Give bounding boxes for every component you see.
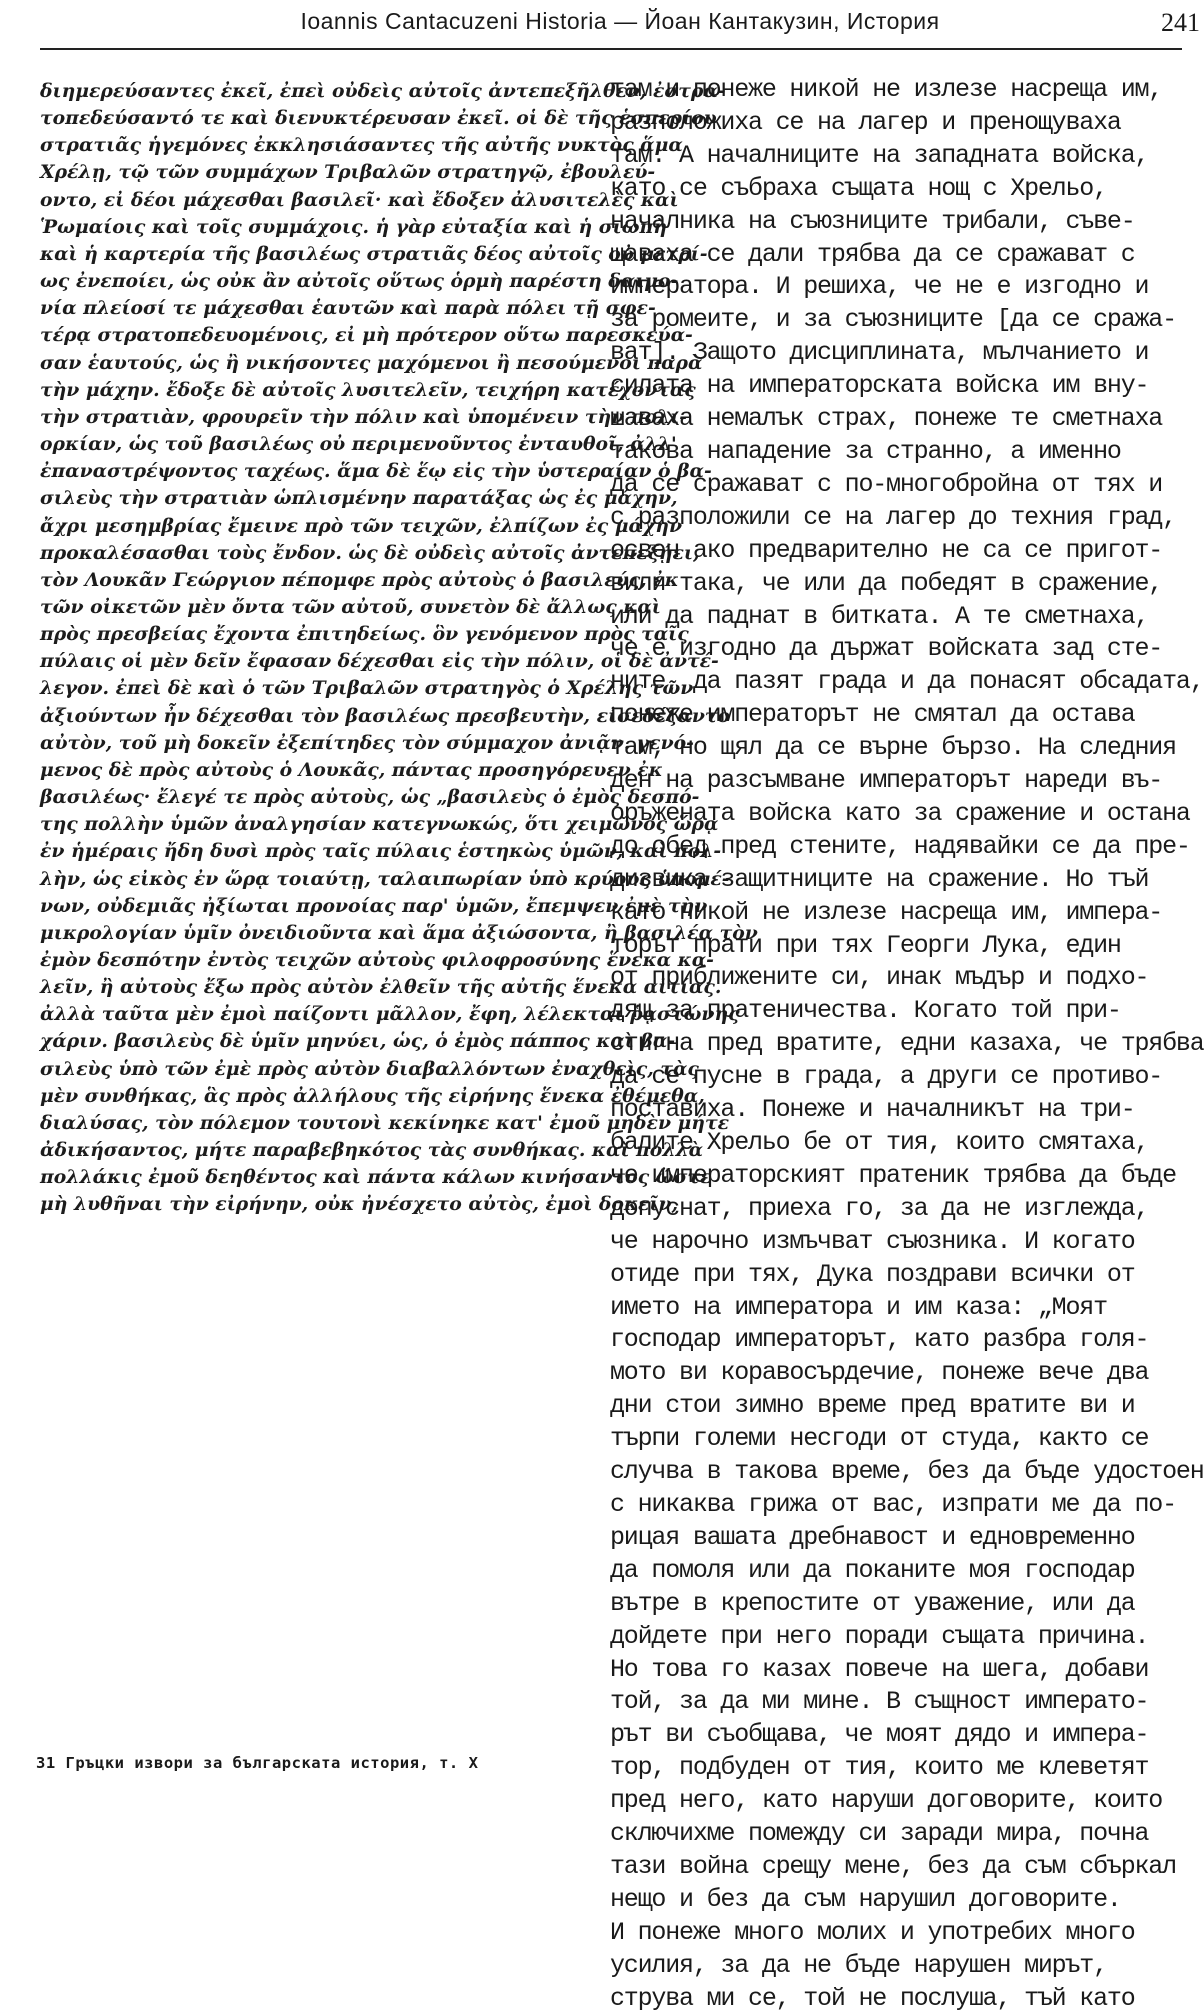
greek-text-line: μὲν συνθήκας, ἃς πρὸς ἀλλήλους τῆς εἰρήνης ἕνεκα ἐθέμεθα, xyxy=(40,1084,705,1107)
bulgarian-text-line: дизвика защитниците на сражение. Но тъй xyxy=(610,864,1149,894)
bulgarian-text-line: Но това го казах повече на шега, добави xyxy=(610,1654,1149,1684)
greek-text-line: σιλεὺς ὑπὸ τῶν ἐμὲ πρὸς αὐτὸν διαβαλλόντων ἐναχθεὶς, τὰς xyxy=(40,1057,699,1080)
bulgarian-text-line: дящ за пратеничества. Когато той при- xyxy=(610,996,1121,1026)
bulgarian-text-line: там, но щял да се върне бързо. На следния xyxy=(610,733,1176,763)
bulgarian-text-line: случва в такова време, без да бъде удостоен xyxy=(610,1457,1204,1487)
bulgarian-text-line: за ромеите, и за съюзниците [да се сража- xyxy=(610,305,1176,335)
bulgarian-text-line: дни стои зимно време пред вратите ви и xyxy=(610,1391,1135,1421)
greek-text-line: τῶν οἰκετῶν μὲν ὄντα τῶν αὐτοῦ, συνετὸν δὲ ἄλλως καὶ xyxy=(40,595,661,618)
greek-text-line: πύλαις οἱ μὲν δεῖν ἔφασαν δέχεσθαι εἰς τὴν πόλιν, οἱ δὲ ἀντέ- xyxy=(40,650,719,673)
bulgarian-text-line: началника на съюзниците трибали, съве- xyxy=(610,206,1135,236)
bulgarian-text-line: оръжената войска като за сражение и остана xyxy=(610,798,1190,828)
page-header xyxy=(40,8,1200,42)
greek-text-line: προκαλέσασθαι τοὺς ἔνδον. ὡς δὲ οὐδεὶς αὐτοῖς ἀντεπεξῄει, xyxy=(40,541,700,564)
greek-text-line: διαλύσας, τὸν πόλεμον τουτονὶ κεκίνηκε κατ' ἐμοῦ μηδὲν μήτε xyxy=(40,1111,730,1134)
bulgarian-text-line: силата на императорската войска им вну- xyxy=(610,371,1149,401)
bulgarian-text-line: търпи големи несгоди от студа, както се xyxy=(610,1424,1149,1454)
bulgarian-text-line: да се пусне в града, а други се противо- xyxy=(610,1062,1163,1092)
greek-text-line: ἐν ἡμέραις ἤδη δυσὶ πρὸς ταῖς πύλαις ἑστηκὼς ὑμῶν, καὶ πολ- xyxy=(40,840,722,863)
bulgarian-text-line: шаваха немалък страх, понеже те сметнаха xyxy=(610,404,1163,434)
bulgarian-text-line: там и понеже никой не излезе насреща им, xyxy=(610,75,1163,104)
greek-text-line: μὴ λυθῆναι τὴν εἰρήνην, οὐκ ἠνέσχετο αὐτὸς, ἐμοὶ δοκεῖν, xyxy=(40,1193,679,1216)
bulgarian-translation-column xyxy=(610,74,1204,2015)
bulgarian-text-line: да се сражават с по-многобройна от тях и xyxy=(610,469,1163,499)
greek-text-line: τοπεδεύσαντό τε καὶ διενυκτέρευσαν ἐκεῖ. οἱ δὲ τῆς ἑσπερίου xyxy=(40,107,717,130)
bulgarian-text-line: от приближените си, инак мъдър и подхо- xyxy=(610,963,1149,993)
bulgarian-text-line: че нарочно измъчват съюзника. И когато xyxy=(610,1226,1135,1256)
greek-text-line: νων, οὐδεμιᾶς ἠξίωται προνοίας παρ' ὑμῶν, ἔπεμψεν ἐμὲ τὴν xyxy=(40,894,708,917)
greek-text-line: χάριν. βασιλεὺς δὲ ὑμῖν μηνύει, ὡς, ὁ ἐμὸς πάππος καὶ βα- xyxy=(40,1030,676,1053)
greek-text-line: στρατιᾶς ἡγεμόνες ἐκκλησιάσαντες τῆς αὐτῆς νυκτὸς ἅμα xyxy=(40,134,683,157)
bulgarian-text-line: дойдете при него поради същата причина. xyxy=(610,1621,1149,1651)
bulgarian-text-line: името на императора и им каза: „Моят xyxy=(610,1292,1107,1322)
bulgarian-text-line: сключихме помежду си заради мира, почна xyxy=(610,1819,1149,1849)
header-rule xyxy=(40,48,1182,50)
bulgarian-text-line: ните, да пазят града и да понасят обсадата, xyxy=(610,667,1204,697)
greek-text-line: ἀλλὰ ταῦτα μὲν ἐμοὶ παίζοντι μᾶλλον, ἔφη, λέλεκται ῥᾳστώνης xyxy=(40,1003,740,1026)
bulgarian-text-line: торът прати при тях Георги Лука, един xyxy=(610,930,1121,960)
signature-footnote: 31 Гръцки извори за българската история, т. X xyxy=(36,1754,479,1772)
greek-text-line: βασιλέως· ἔλεγέ τε πρὸς αὐτοὺς, ὡς „βασιλεὺς ὁ ἐμὸς δεσπό- xyxy=(40,786,700,809)
bulgarian-text-line: че императорският пратеник трябва да бъде xyxy=(610,1160,1176,1190)
greek-text-line: ως ἐνεποίει, ὡς οὐκ ἂν αὐτοῖς οὕτως ὁρμὴ παρέστη δαιμο- xyxy=(40,270,679,293)
bulgarian-text-line: тази война срещу мене, без да съм сбъркал xyxy=(610,1851,1176,1881)
bulgarian-text-line: тор, подбуден от тия, които ме клеветят xyxy=(610,1753,1149,1783)
greek-text-line: ἐμὸν δεσπότην ἐντὸς τειχῶν αὐτοὺς φιλοφροσύνης ἕνεκα κα- xyxy=(40,949,714,971)
bulgarian-text-line: той, за да ми мине. В същност императо- xyxy=(610,1687,1149,1717)
bulgarian-text-line: рът ви съобщава, че моят дядо и импера- xyxy=(610,1720,1149,1750)
bulgarian-text-line: балите Хрельо бе от тия, които смятаха, xyxy=(610,1128,1149,1157)
greek-text-line: νία πλείοσί τε μάχεσθαι ἑαυτῶν καὶ παρὰ πόλει τῇ σφε- xyxy=(40,297,656,320)
bulgarian-text-line: вътре в крепостите от уважение, или да xyxy=(610,1588,1135,1618)
bulgarian-text-line: И понеже много молих и употребих много xyxy=(610,1917,1135,1947)
greek-text-line: της πολλὴν ὑμῶν ἀναλγησίαν κατεγνωκώς, ὅτι χειμῶνος ὥρᾳ xyxy=(40,813,719,836)
greek-text-line: λεῖν, ἢ αὐτοὺς ἔξω πρὸς αὐτὸν ἐλθεῖν τῆς αὐτῆς ἕνεκα αἰτίας. xyxy=(40,976,722,999)
bulgarian-text-line: стигна пред вратите, едни казаха, че трябва xyxy=(610,1029,1204,1059)
bulgarian-text-line: там. А началниците на западната войска, xyxy=(610,140,1149,170)
greek-text-line: τὴν στρατιὰν, φρουρεῖν τὴν πόλιν καὶ ὑπομένειν τὴν πολι- xyxy=(40,405,688,428)
greek-text-column xyxy=(40,78,758,1219)
running-head: Ioannis Cantacuzeni Historia — Йоан Кантакузин, История xyxy=(300,8,940,34)
greek-text-line: σιλεὺς τὴν στρατιὰν ὡπλισμένην παρατάξας ὡς ἐς μάχην, xyxy=(40,487,678,510)
bulgarian-text-line: отиде при тях, Дука поздрави всички от xyxy=(610,1259,1135,1289)
greek-text-line: τέρᾳ στρατοπεδευομένοις, εἰ μὴ πρότερον οὕτω παρεσκεύα- xyxy=(40,324,693,347)
bulgarian-text-line: или да паднат в битката. А те сметнаха, xyxy=(610,601,1149,631)
bulgarian-text-line: освен ако предварително не са се пригот- xyxy=(610,535,1163,565)
greek-text-line: ἀδικήσαντος, μήτε παραβεβηκότος τὰς συνθήκας. καὶ πολλὰ xyxy=(40,1139,704,1162)
bulgarian-text-line: вили така, че или да победят в сражение, xyxy=(610,568,1163,598)
bulgarian-text-line: ден на разсъмване императорът нареди въ- xyxy=(610,766,1163,796)
bulgarian-text-line: като никой не излезе насреща им, импера- xyxy=(610,897,1163,927)
bulgarian-text-line: щаваха се дали трябва да се сражават с xyxy=(610,239,1135,269)
bulgarian-text-line: до обед пред стените, надявайки се да пре- xyxy=(610,831,1190,861)
bulgarian-text-line: понеже императорът не смятал да остава xyxy=(610,700,1135,730)
bulgarian-text-line: като се събраха същата нощ с Хрельо, xyxy=(610,173,1107,203)
bulgarian-text-line: допуснат, приеха го, за да не изглежда, xyxy=(610,1193,1149,1223)
bulgarian-text-line: че е изгодно да държат войската зад сте- xyxy=(610,634,1163,664)
greek-text-line: μικρολογίαν ὑμῖν ὀνειδιοῦντα καὶ ἅμα ἀξιώσοντα, ἢ βασιλέα τὸν xyxy=(40,921,758,944)
bulgarian-text-line: с никаква грижа от вас, изпрати ме да по- xyxy=(610,1489,1176,1519)
bulgarian-text-line: императора. И решиха, че не е изгодно и xyxy=(610,272,1149,302)
greek-text-line: τὴν μάχην. ἔδοξε δὲ αὐτοῖς λυσιτελεῖν, τειχήρη κατέχοντας xyxy=(40,378,696,401)
greek-text-line: λὴν, ὡς εἰκὸς ἐν ὥρᾳ τοιαύτῃ, ταλαιπωρίαν ὑπὸ κρύους ὑπομέ- xyxy=(40,867,730,890)
greek-text-line: Ῥωμαίοις καὶ τοῖς συμμάχοις. ἡ γὰρ εὐταξία καὶ ἡ σιωπὴ xyxy=(40,215,667,238)
greek-text-line: ἐπαναστρέψοντος ταχέως. ἅμα δὲ ἕῳ εἰς τὴν ὑστεραίαν ὁ βα- xyxy=(40,460,712,483)
bulgarian-text-line: да помоля или да поканите моя господар xyxy=(610,1555,1135,1585)
bulgarian-text-line: разположиха се на лагер и пренощуваха xyxy=(610,107,1121,137)
greek-text-line: οντο, εἰ δέοι μάχεσθαι βασιλεῖ· καὶ ἔδοξεν ἀλυσιτελὲς καὶ xyxy=(40,188,679,211)
greek-text-line: πρὸς πρεσβείας ἔχοντα ἐπιτηδείως. ὃν γενόμενον πρὸς ταῖς xyxy=(40,623,689,646)
bulgarian-text-line: такова нападение за странно, а именно xyxy=(610,436,1121,466)
greek-text-line: ἀξιούντων ἦν δέχεσθαι τὸν βασιλέως πρεσβευτὴν, εἰσεδέξαντο xyxy=(40,704,731,727)
greek-text-line: αὐτὸν, τοῦ μὴ δοκεῖν ἐξεπίτηδες τὸν σύμμαχον ἀνιᾷν. γενό- xyxy=(40,731,694,754)
greek-text-line: σαν ἑαυτούς, ὡς ἢ νικήσοντες μαχόμενοι ἢ πεσούμενοι παρὰ xyxy=(40,351,703,374)
greek-text-line: Χρέλῃ, τῷ τῶν συμμάχων Τριβαλῶν στρατηγῷ, ἐβουλεύ- xyxy=(40,161,656,184)
bulgarian-text-line: ват]. Защото дисциплината, мълчанието и xyxy=(610,338,1149,368)
bulgarian-text-line: струва ми се, той не послуша, тъй като xyxy=(610,1983,1135,2013)
bulgarian-text-line: с разположили се на лагер до техния град, xyxy=(610,502,1176,532)
bulgarian-text-line: мото ви коравосърдечие, понеже вече два xyxy=(610,1358,1149,1388)
bulgarian-text-line: рицая вашата дребнавост и едновременно xyxy=(610,1522,1135,1552)
greek-text-line: διημερεύσαντες ἐκεῖ, ἐπεὶ οὐδεὶς αὐτοῖς ἀντεπεξῆλθεν, ἐστρα- xyxy=(40,80,726,102)
page-number: 241 xyxy=(1161,8,1200,37)
greek-text-line: καὶ ἡ καρτερία τῆς βασιλέως στρατιᾶς δέος αὐτοῖς οὐ μετρί- xyxy=(40,242,708,265)
greek-text-line: πολλάκις ἐμοῦ δεηθέντος καὶ πάντα κάλων κινήσαντος ὥστε xyxy=(40,1166,712,1189)
bulgarian-text-line: пред него, като наруши договорите, които xyxy=(610,1786,1163,1816)
bulgarian-text-line: поставиха. Понеже и началникът на три- xyxy=(610,1095,1135,1125)
greek-text-line: ἄχρι μεσημβρίας ἔμεινε πρὸ τῶν τειχῶν, ἐλπίζων ἐς μάχην xyxy=(40,514,682,537)
greek-text-line: τὸν Λουκᾶν Γεώργιον πέπομφε πρὸς αὐτοὺς ὁ βασιλεύς, ἐκ xyxy=(40,568,679,591)
greek-text-line: λεγον. ἐπεὶ δὲ καὶ ὁ τῶν Τριβαλῶν στρατηγὸς ὁ Χρέλης τῶν xyxy=(40,677,694,700)
greek-text-line: μενος δὲ πρὸς αὐτοὺς ὁ Λουκᾶς, πάντας προσηγόρευεν ἐκ xyxy=(40,758,663,781)
greek-text-line: ορκίαν, ὡς τοῦ βασιλέως οὐ περιμενοῦντος ἐνταυθοῖ, ἀλλ' xyxy=(40,433,677,456)
bulgarian-text-line: усилия, за да не бъде нарушен мирът, xyxy=(610,1950,1107,1980)
bulgarian-text-line: нещо и без да съм нарушил договорите. xyxy=(610,1884,1121,1914)
bulgarian-text-line: господар императорът, като разбра голя- xyxy=(610,1325,1149,1355)
